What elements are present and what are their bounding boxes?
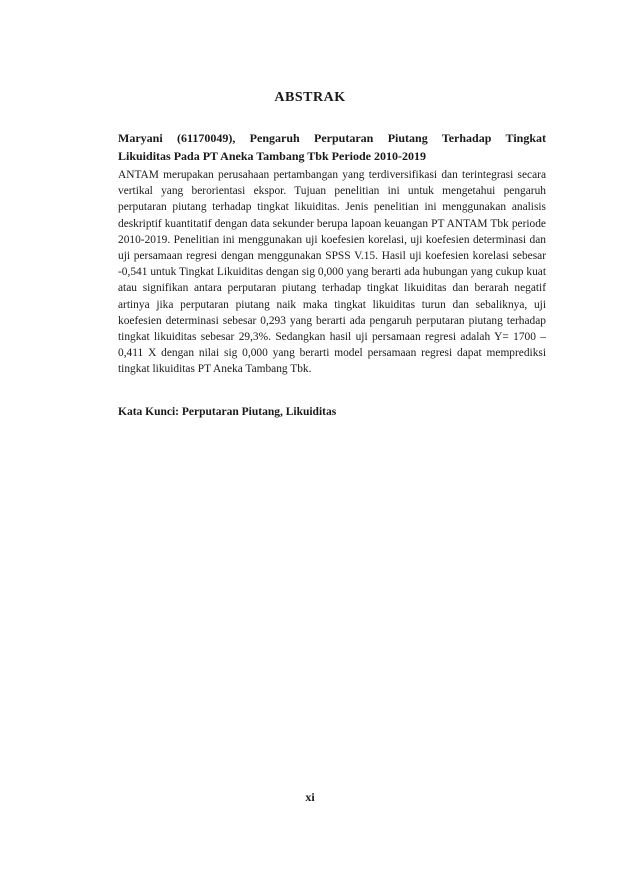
keywords: Kata Kunci: Perputaran Piutang, Likuiditas [118,406,337,418]
abstract-heading [118,129,546,165]
abstract-title: ABSTRAK [274,90,346,105]
page-number: xi [305,790,315,804]
abstract-body: ANTAM merupakan perusahaan pertambangan yang terdiversifikasi dan terintegrasi secara vertikal yang berorientasi ekspor. Tujuan penelitian ini untuk mengetahui pengaruh perputaran piutang terhadap tingkat likuiditas. Jenis penelitian ini menggunakan analisis deskriptif kuantitatif dengan data sekunder berupa lapoan keuangan PT ANTAM Tbk periode 2010-2019. Penelitian ini menggunakan uji koefesien korelasi, uji koefesien determinasi dan uji persamaan regresi dengan menggunakan SPSS V.15. Hasil uji koefesien korelasi sebesar -0,541 untuk Tingkat Likuiditas dengan sig 0,000 yang berarti ada hubungan yang cukup kuat atau signifikan antara perputaran piutang terhadap tingkat likuiditas dan berarah negatif artinya jika perputaran piutang naik maka tingkat likuiditas turun dan sebaliknya, uji koefesien determinasi sebesar 0,293 yang berarti ada pengaruh perputaran piutang terhadap tingkat likuiditas sebesar 29,3%. Sedangkan hasil uji persamaan regresi adalah Y= 1700 – 0,411 X dengan nilai sig 0,000 yang berarti model persamaan regresi dapat memprediksi tingkat likuiditas PT Aneka Tambang Tbk. [118,169,546,376]
heading-author-title-line: Maryani (61170049), Pengaruh Perputaran Piutang Terhadap Tingkat [118,131,546,145]
heading-subtitle-line: Likuiditas Pada PT Aneka Tambang Tbk Periode 2010-2019 [118,149,426,163]
